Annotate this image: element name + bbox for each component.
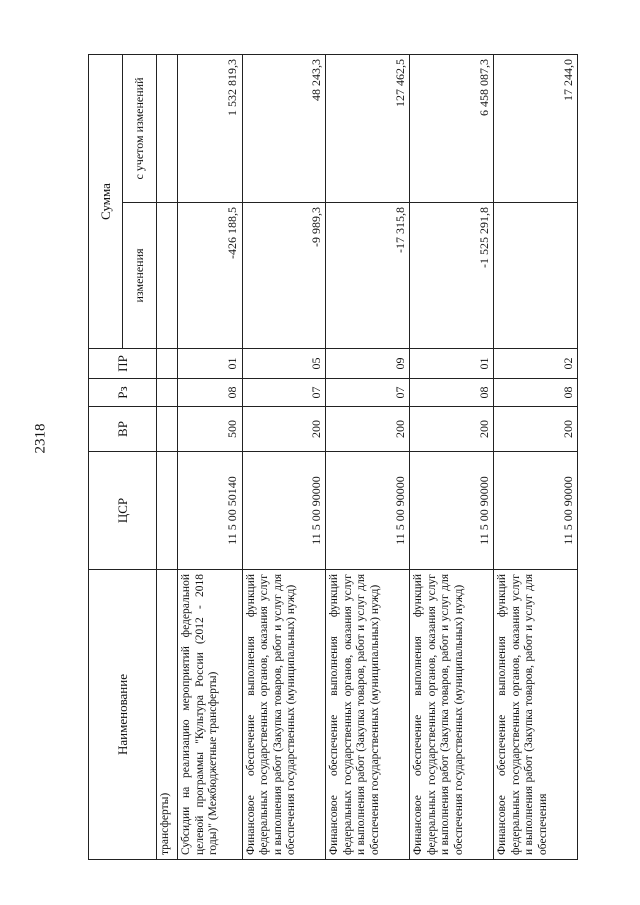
row-rz: 08 — [494, 379, 578, 407]
continuation-text: трансферты) — [157, 570, 178, 860]
row-pr: 01 — [410, 349, 494, 379]
header-name: Наименование — [89, 570, 157, 860]
table-row — [178, 55, 243, 860]
row-change: -1 525 291,8 — [410, 203, 494, 349]
row-change: -9 989,3 — [242, 203, 326, 349]
row-with-change: 17 244,0 — [494, 55, 578, 203]
row-change: -426 188,5 — [178, 203, 243, 349]
row-csr: 11 5 00 90000 — [242, 452, 326, 570]
header-sum: Сумма — [89, 55, 123, 349]
row-name: Субсидии на реализацию мероприятий федеральной целевой программы "Культура России (2012 - 2018 годы)" (Межбюджетные трансферты) — [178, 570, 243, 860]
row-vr: 200 — [326, 407, 410, 452]
row-with-change: 127 462,5 — [326, 55, 410, 203]
row-csr: 11 5 00 90000 — [494, 452, 578, 570]
budget-table — [88, 54, 578, 860]
row-pr: 09 — [326, 349, 410, 379]
header-vr: ВР — [89, 407, 157, 452]
row-csr: 11 5 00 50140 — [178, 452, 243, 570]
header-with-change: с учетом изменений — [123, 55, 157, 203]
table-row — [326, 55, 410, 860]
header-change: изменения — [123, 203, 157, 349]
page-number: 2318 — [32, 423, 49, 454]
row-vr: 500 — [178, 407, 243, 452]
row-change — [494, 203, 578, 349]
row-with-change: 1 532 819,3 — [178, 55, 243, 203]
row-name: Финансовое обеспечение выполнения функций федеральных государственных органов, оказания услуг и выполнения работ (Закупка товаров, работ и услуг для обеспечения государственных (муниципальных) нужд) — [410, 570, 494, 860]
row-rz: 08 — [410, 379, 494, 407]
table-row — [410, 55, 494, 860]
row-vr: 200 — [242, 407, 326, 452]
page-number-wrap — [30, 423, 70, 470]
row-vr: 200 — [410, 407, 494, 452]
header-rz: Рз — [89, 379, 157, 407]
table-row — [494, 55, 578, 860]
row-rz: 08 — [178, 379, 243, 407]
table-row — [242, 55, 326, 860]
row-change: -17 315,8 — [326, 203, 410, 349]
row-name: Финансовое обеспечение выполнения функций федеральных государственных органов, оказания услуг и выполнения работ (Закупка товаров, работ и услуг для обеспечения государственных (муниципальных) нужд) — [242, 570, 326, 860]
row-with-change: 6 458 087,3 — [410, 55, 494, 203]
row-pr: 02 — [494, 349, 578, 379]
row-pr: 05 — [242, 349, 326, 379]
row-name: Финансовое обеспечение выполнения функций федеральных государственных органов, оказания услуг и выполнения работ (Закупка товаров, работ и услуг для обеспечения государственных (муниципальных) нужд) — [326, 570, 410, 860]
row-rz: 07 — [242, 379, 326, 407]
row-pr: 01 — [178, 349, 243, 379]
row-rz: 07 — [326, 379, 410, 407]
row-vr: 200 — [494, 407, 578, 452]
header-row-1 — [89, 55, 123, 860]
row-name: Финансовое обеспечение выполнения функций федеральных государственных органов, оказания услуг и выполнения работ (Закупка товаров, работ и услуг для обеспечения — [494, 570, 578, 860]
header-csr: ЦСР — [89, 452, 157, 570]
row-with-change: 48 243,3 — [242, 55, 326, 203]
header-pr: ПР — [89, 349, 157, 379]
row-csr: 11 5 00 90000 — [410, 452, 494, 570]
continuation-row — [157, 55, 178, 860]
rotated-budget-table — [88, 55, 578, 860]
row-csr: 11 5 00 90000 — [326, 452, 410, 570]
